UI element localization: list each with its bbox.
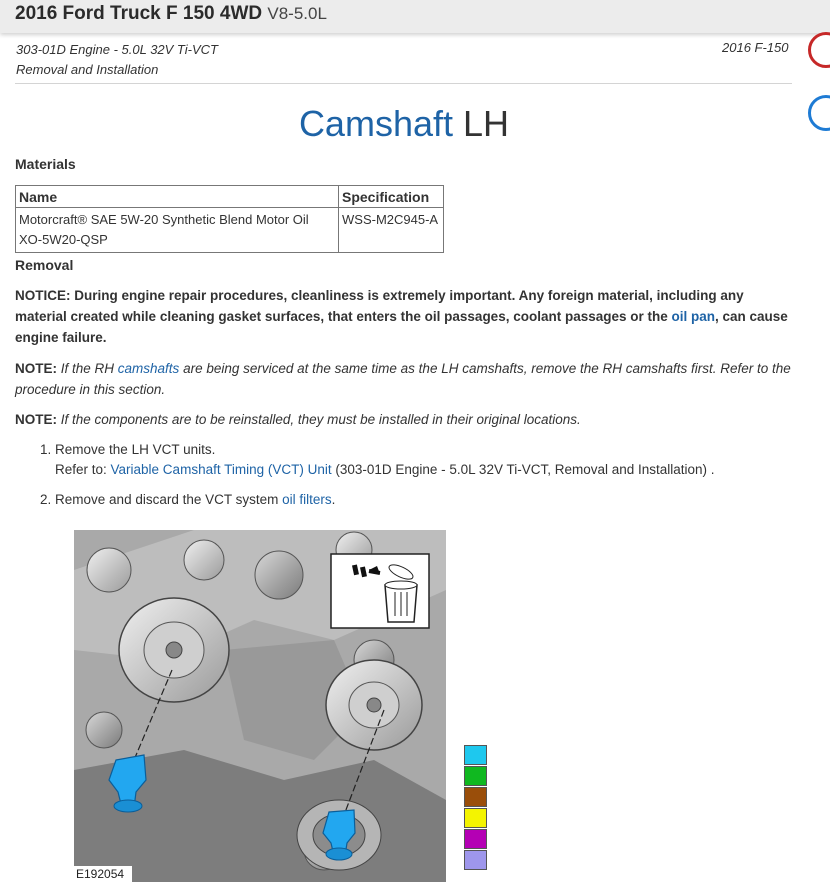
step-number: 1.	[40, 442, 52, 457]
column-header-specification: Specification	[339, 186, 444, 208]
step-2: 2. Remove and discard the VCT system oil filters.	[40, 492, 336, 507]
doc-section: 303-01D Engine - 5.0L 32V Ti-VCT	[16, 42, 218, 57]
table-row	[16, 208, 444, 253]
note-reinstall: NOTE: If the components are to be reinstalled, they must be installed in their original locations.	[15, 412, 581, 427]
step-number: 2.	[40, 492, 52, 507]
material-spec-cell: WSS-M2C945-A	[339, 208, 444, 253]
figure-label: E192054	[76, 867, 125, 881]
column-header-name: Name	[16, 186, 339, 208]
color-swatch-brown	[464, 787, 487, 807]
notice-paragraph: NOTICE: During engine repair procedures, cleanliness is extremely important. Any foreign material, including any material created while cleaning gasket surfaces, that enters the oil passages, coolant passages or the oil pan, can cause engine failure.	[15, 288, 788, 345]
material-name-cell: Motorcraft® SAE 5W-20 Synthetic Blend Motor Oil XO-5W20-QSP	[16, 208, 339, 253]
color-swatch-lavender	[464, 850, 487, 870]
refer-tail: (303-01D Engine - 5.0L 32V Ti-VCT, Removal and Installation) .	[331, 462, 715, 477]
engine-label: V8-5.0L	[267, 4, 327, 23]
doc-subsection: Removal and Installation	[16, 62, 159, 77]
color-swatch-green	[464, 766, 487, 786]
header-divider	[15, 83, 792, 84]
page-title-rest: LH	[463, 103, 510, 144]
side-action-button-red[interactable]	[808, 32, 830, 68]
oil-pan-link[interactable]: oil pan	[671, 309, 715, 324]
doc-model: 2016 F-150	[722, 40, 789, 55]
color-swatch-magenta	[464, 829, 487, 849]
refer-label: Refer to:	[55, 462, 111, 477]
materials-table-header	[16, 186, 444, 208]
oil-filters-link[interactable]: oil filters	[282, 492, 332, 507]
page-title	[0, 103, 808, 145]
top-bar	[0, 0, 830, 33]
note-rh-camshafts: NOTE: If the RH camshafts are being serviced at the same time as the LH camshafts, remove the RH camshafts first. Refer to the procedure in this section.	[15, 361, 791, 397]
side-action-button-blue[interactable]	[808, 95, 830, 131]
materials-table	[15, 185, 444, 253]
color-swatch-cyan	[464, 745, 487, 765]
discard-symbol	[331, 554, 429, 628]
removal-heading: Removal	[15, 257, 74, 273]
vct-unit-link[interactable]: Variable Camshaft Timing (VCT) Unit	[110, 462, 332, 477]
color-swatch-yellow	[464, 808, 487, 828]
engine-illustration	[74, 530, 446, 882]
materials-heading: Materials	[15, 156, 76, 172]
page-title-accent: Camshaft	[298, 103, 453, 144]
step-text: Remove the LH VCT units.	[55, 442, 216, 457]
vehicle-title: 2016 Ford Truck F 150 4WD V8-5.0L	[15, 3, 327, 24]
camshafts-link[interactable]: camshafts	[117, 361, 180, 376]
color-legend	[464, 745, 487, 871]
doc-header-left	[16, 40, 218, 80]
vct-oil-filter-right	[323, 810, 355, 860]
step-1	[40, 440, 715, 480]
engine-illustration-drawing	[74, 530, 446, 882]
